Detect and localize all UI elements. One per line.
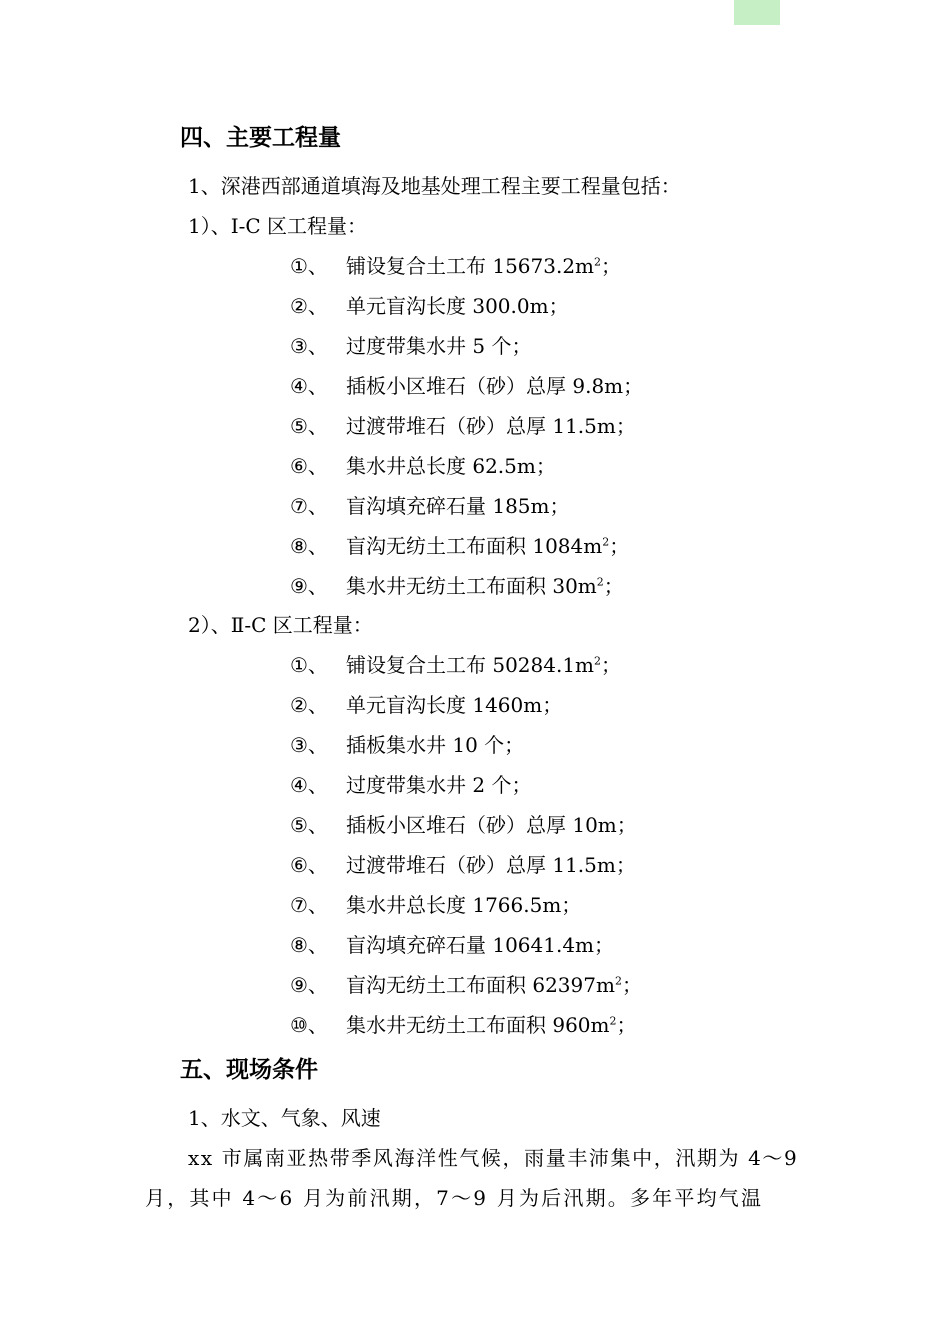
- item-text: 插板集水井 10 个；: [346, 733, 525, 757]
- item-number: ③、: [290, 733, 328, 757]
- item-superscript: 2: [602, 535, 610, 549]
- item-text: 集水井无纺土工布面积 960m: [346, 1013, 610, 1037]
- item-text: 单元盲沟长度 300.0m；: [346, 294, 569, 318]
- corner-tab-marker: [734, 0, 780, 25]
- item-number: ⑨、: [290, 973, 328, 997]
- item-number: ④、: [290, 374, 328, 398]
- paragraph-line-1: xx 市属南亚热带季风海洋性气候，雨量丰沛集中，汛期为 4～9: [188, 1146, 799, 1170]
- subsection-title-water: 1、水文、气象、风速: [188, 1106, 381, 1130]
- list-item: [290, 253, 621, 279]
- item-tail: ；: [621, 973, 642, 997]
- item-number: ④、: [290, 773, 328, 797]
- item-superscript: 2: [614, 974, 622, 988]
- item-tail: ；: [609, 534, 630, 558]
- item-number: ⑨、: [290, 574, 328, 598]
- item-number: ⑦、: [290, 893, 328, 917]
- item-superscript: 2: [594, 255, 602, 269]
- list-item: [290, 333, 531, 359]
- list-item: [290, 732, 524, 758]
- item-text: 过渡带堆石（砂）总厚 11.5m；: [346, 414, 636, 438]
- item-superscript: 2: [609, 1014, 617, 1028]
- item-number: ⑥、: [290, 853, 328, 877]
- intro-line: 1、深港西部通道填海及地基处理工程主要工程量包括：: [188, 174, 681, 198]
- item-text: 铺设复合土工布 15673.2m: [346, 254, 595, 278]
- item-number: ⑧、: [290, 933, 328, 957]
- item-text: 过度带集水井 5 个；: [346, 334, 532, 358]
- item-number: ⑧、: [290, 534, 328, 558]
- item-number: ②、: [290, 294, 328, 318]
- item-text: 过渡带堆石（砂）总厚 11.5m；: [346, 853, 636, 877]
- item-number: ②、: [290, 693, 328, 717]
- list-item: [290, 692, 562, 718]
- item-text: 盲沟无纺土工布面积 1084m: [346, 534, 603, 558]
- section-heading-4: 四、主要工程量: [180, 125, 341, 151]
- list-item: [290, 453, 556, 479]
- item-text: 单元盲沟长度 1460m；: [346, 693, 563, 717]
- subsection-title-1: 1）、Ⅰ-C 区工程量：: [188, 214, 368, 238]
- list-item: [290, 373, 643, 399]
- item-tail: ；: [601, 254, 622, 278]
- item-superscript: 2: [594, 654, 602, 668]
- section-heading-5: 五、现场条件: [180, 1057, 318, 1083]
- list-item: [290, 972, 642, 998]
- item-number: ①、: [290, 254, 328, 278]
- list-item: [290, 892, 581, 918]
- item-tail: ；: [603, 574, 624, 598]
- item-number: ③、: [290, 334, 328, 358]
- list-item: [290, 1012, 637, 1038]
- item-number: ⑤、: [290, 414, 328, 438]
- item-text: 过度带集水井 2 个；: [346, 773, 532, 797]
- list-item: [290, 413, 636, 439]
- subsection-title-2: 2）、Ⅱ-C 区工程量：: [188, 613, 373, 637]
- list-item: [290, 932, 614, 958]
- list-item: [290, 652, 621, 678]
- list-item: [290, 493, 570, 519]
- item-number: ⑩、: [290, 1013, 328, 1037]
- list-item: [290, 573, 624, 599]
- list-item: [290, 293, 569, 319]
- item-text: 铺设复合土工布 50284.1m: [346, 653, 595, 677]
- list-item: [290, 772, 531, 798]
- item-number: ⑥、: [290, 454, 328, 478]
- item-number: ①、: [290, 653, 328, 677]
- item-text: 盲沟填充碎石量 10641.4m；: [346, 933, 615, 957]
- item-text: 盲沟填充碎石量 185m；: [346, 494, 570, 518]
- list-item: [290, 533, 629, 559]
- item-text: 集水井总长度 1766.5m；: [346, 893, 582, 917]
- list-item: [290, 852, 636, 878]
- item-number: ⑦、: [290, 494, 328, 518]
- item-text: 盲沟无纺土工布面积 62397m: [346, 973, 615, 997]
- item-text: 插板小区堆石（砂）总厚 10m；: [346, 813, 637, 837]
- item-number: ⑤、: [290, 813, 328, 837]
- item-text: 插板小区堆石（砂）总厚 9.8m；: [346, 374, 644, 398]
- item-tail: ；: [601, 653, 622, 677]
- item-text: 集水井无纺土工布面积 30m: [346, 574, 597, 598]
- item-text: 集水井总长度 62.5m；: [346, 454, 556, 478]
- item-tail: ；: [616, 1013, 637, 1037]
- paragraph-line-2: 月，其中 4～6 月为前汛期，7～9 月为后汛期。多年平均气温: [145, 1186, 764, 1210]
- item-superscript: 2: [596, 575, 604, 589]
- list-item: [290, 812, 637, 838]
